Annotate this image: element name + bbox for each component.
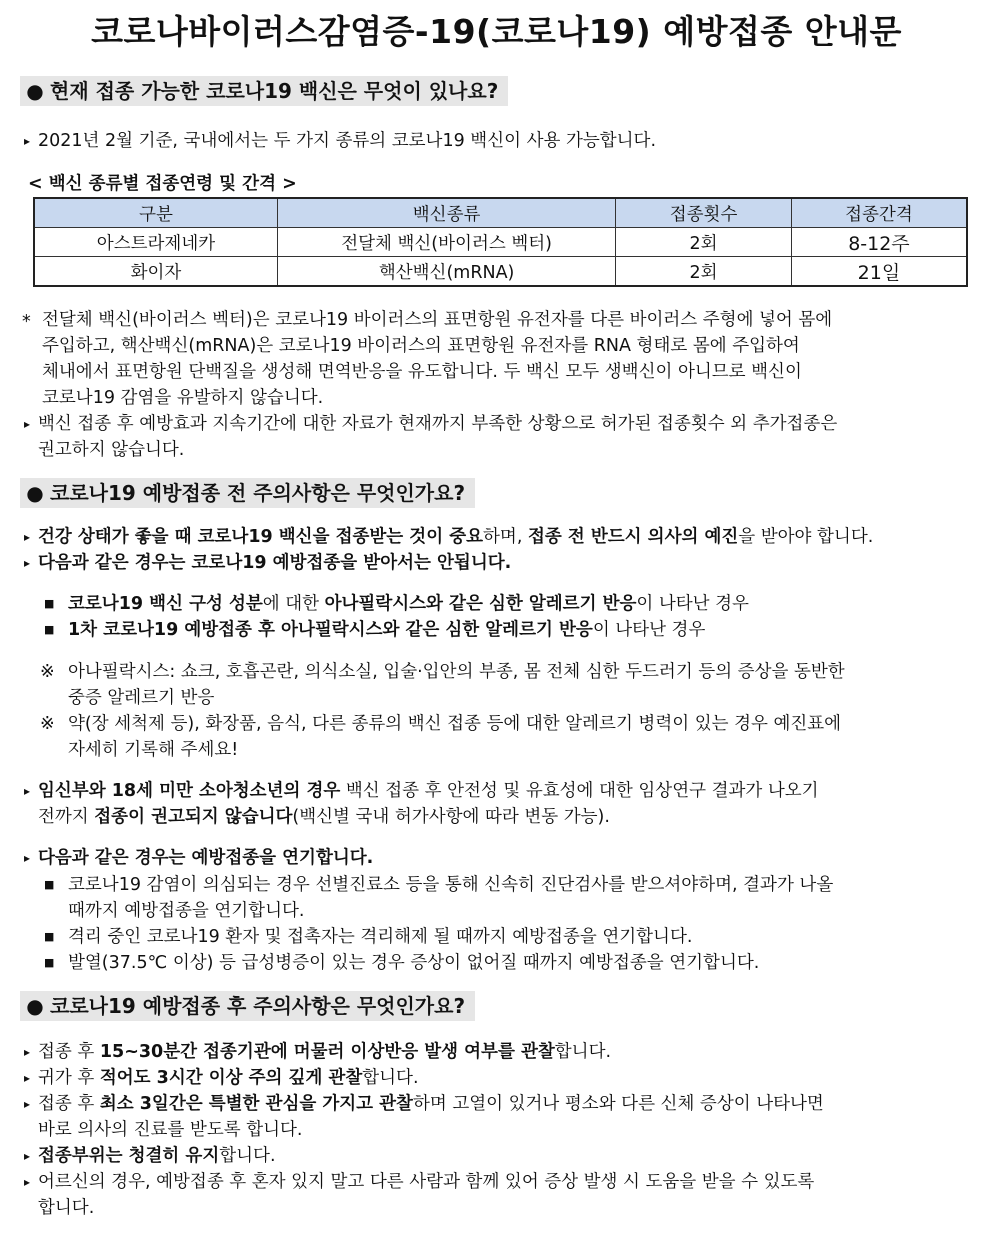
reference-mark: ※ (40, 662, 55, 682)
square-bullet-icon: ■ (44, 623, 55, 636)
intro-line: ▸ 2021년 2월 기준, 국내에서는 두 가지 종류의 코로나19 백신이 사용 가능합니다. (24, 128, 656, 154)
square-bullet-icon: ■ (44, 956, 55, 969)
table-row (34, 228, 967, 257)
table-cell: 핵산백신(mRNA) (277, 257, 615, 287)
table-cell: 21일 (791, 257, 967, 287)
page-title: 코로나바이러스감염증-19(코로나19) 예방접종 안내문 (91, 12, 902, 51)
bullet-dot-icon: ● (26, 994, 44, 1018)
pregnancy-line: ▸ 임신부와 18세 미만 소아청소년의 경우 백신 접종 후 안전성 및 유효성에 대한 임상연구 결과가 나오기 (24, 778, 819, 804)
table-cell: 8-12주 (791, 228, 967, 257)
asterisk-mark: * (22, 312, 31, 332)
contraindication-item: ■ 코로나19 백신 구성 성분에 대한 아나필락시스와 같은 심한 알레르기 반응이 나타난 경우 (44, 591, 749, 617)
precaution-line: ▸ 다음과 같은 경우는 코로나19 예방접종을 받아서는 안됩니다. (24, 550, 511, 576)
after-care-line: ▸ 귀가 후 적어도 3시간 이상 주의 깊게 관찰합니다. (24, 1065, 419, 1091)
after-care-line: ▸ 접종 후 15~30분간 접종기관에 머물러 이상반응 발생 여부를 관찰합니다. (24, 1039, 611, 1065)
table-cell: 2회 (616, 228, 792, 257)
square-bullet-icon: ■ (44, 597, 55, 610)
note-line: 주입하고, 핵산백신(mRNA)은 코로나19 바이러스의 표면항원 유전자를 RNA 형태로 몸에 주입하여 (42, 336, 800, 356)
vaccine-table (33, 197, 968, 287)
after-care-continuation: 합니다. (38, 1198, 95, 1218)
triangle-bullet-icon: ▸ (24, 1097, 31, 1111)
triangle-bullet-icon: ▸ (24, 1045, 31, 1059)
square-bullet-icon: ■ (44, 930, 55, 943)
after-care-line: ▸ 접종 후 최소 3일간은 특별한 관심을 가지고 관찰하며 고열이 있거나 평소와 다른 신체 증상이 나타나면 (24, 1091, 824, 1117)
pregnancy-line: 전까지 접종이 권고되지 않습니다(백신별 국내 허가사항에 따라 변동 가능). (38, 807, 610, 827)
table-header-cell: 접종횟수 (616, 198, 792, 228)
after-care-line: ▸ 접종부위는 청결히 유지합니다. (24, 1143, 276, 1169)
contraindication-item: ■ 1차 코로나19 예방접종 후 아나필락시스와 같은 심한 알레르기 반응이 나타난 경우 (44, 617, 705, 643)
triangle-bullet-icon: ▸ (24, 851, 31, 865)
table-cell: 화이자 (34, 257, 277, 287)
defer-item-continuation: 때까지 예방접종을 연기합니다. (68, 901, 305, 921)
booster-line: 권고하지 않습니다. (38, 440, 185, 460)
triangle-bullet-icon: ▸ (24, 417, 31, 431)
triangle-bullet-icon: ▸ (24, 530, 31, 544)
note-line: 코로나19 감염을 유발하지 않습니다. (42, 388, 324, 408)
table-cell: 아스트라제네카 (34, 228, 277, 257)
bullet-dot-icon: ● (26, 79, 44, 103)
table-cell: 전달체 백신(바이러스 벡터) (277, 228, 615, 257)
note-line: 체내에서 표면항원 단백질을 생성해 면역반응을 유도합니다. 두 백신 모두 생백신이 아니므로 백신이 (42, 362, 802, 382)
triangle-bullet-icon: ▸ (24, 134, 31, 148)
defer-item: ■ 발열(37.5℃ 이상) 등 급성병증이 있는 경우 증상이 없어질 때까지 예방접종을 연기합니다. (44, 950, 759, 976)
table-row (34, 257, 967, 287)
section-heading-after-vaccination: ● 코로나19 예방접종 후 주의사항은 무엇인가요? (20, 991, 475, 1021)
note-line: 전달체 백신(바이러스 벡터)은 코로나19 바이러스의 표면항원 유전자를 다른 바이러스 주형에 넣어 몸에 (42, 310, 833, 330)
table-cell: 2회 (616, 257, 792, 287)
triangle-bullet-icon: ▸ (24, 1149, 31, 1163)
defer-item: ■ 격리 중인 코로나19 환자 및 접촉자는 격리해제 될 때까지 예방접종을 연기합니다. (44, 924, 692, 950)
defer-item: ■ 코로나19 감염이 의심되는 경우 선별진료소 등을 통해 신속히 진단검사를 받으셔야하며, 결과가 나올 (44, 872, 833, 898)
precaution-line: ▸ 건강 상태가 좋을 때 코로나19 백신을 접종받는 것이 중요하며, 접종 전 반드시 의사의 예진을 받아야 합니다. (24, 524, 873, 550)
triangle-bullet-icon: ▸ (24, 784, 31, 798)
table-caption: < 백신 종류별 접종연령 및 간격 > (28, 174, 297, 194)
table-header-cell: 백신종류 (277, 198, 615, 228)
table-header-row (34, 198, 967, 228)
table-header-cell: 접종간격 (791, 198, 967, 228)
reference-line: 아나필락시스: 쇼크, 호흡곤란, 의식소실, 입술·입안의 부종, 몸 전체 심한 두드러기 등의 증상을 동반한 (68, 662, 845, 682)
triangle-bullet-icon: ▸ (24, 1175, 31, 1189)
after-care-line: ▸ 어르신의 경우, 예방접종 후 혼자 있지 말고 다른 사람과 함께 있어 증상 발생 시 도움을 받을 수 있도록 (24, 1169, 814, 1195)
triangle-bullet-icon: ▸ (24, 1071, 31, 1085)
section-heading-before-vaccination: ● 코로나19 예방접종 전 주의사항은 무엇인가요? (20, 478, 475, 508)
reference-mark: ※ (40, 714, 55, 734)
booster-line: ▸ 백신 접종 후 예방효과 지속기간에 대한 자료가 현재까지 부족한 상황으로 허가된 접종횟수 외 추가접종은 (24, 411, 837, 437)
reference-line: 약(장 세척제 등), 화장품, 음식, 다른 종류의 백신 접종 등에 대한 알레르기 병력이 있는 경우 예진표에 (68, 714, 842, 734)
bullet-dot-icon: ● (26, 481, 44, 505)
reference-line: 자세히 기록해 주세요! (68, 740, 239, 760)
section-heading-current-vaccines: ● 현재 접종 가능한 코로나19 백신은 무엇이 있나요? (20, 76, 508, 106)
reference-line: 중증 알레르기 반응 (68, 688, 215, 708)
defer-heading-line: ▸ 다음과 같은 경우는 예방접종을 연기합니다. (24, 845, 373, 871)
table-header-cell: 구분 (34, 198, 277, 228)
triangle-bullet-icon: ▸ (24, 556, 31, 570)
square-bullet-icon: ■ (44, 878, 55, 891)
after-care-continuation: 바로 의사의 진료를 받도록 합니다. (38, 1120, 303, 1140)
